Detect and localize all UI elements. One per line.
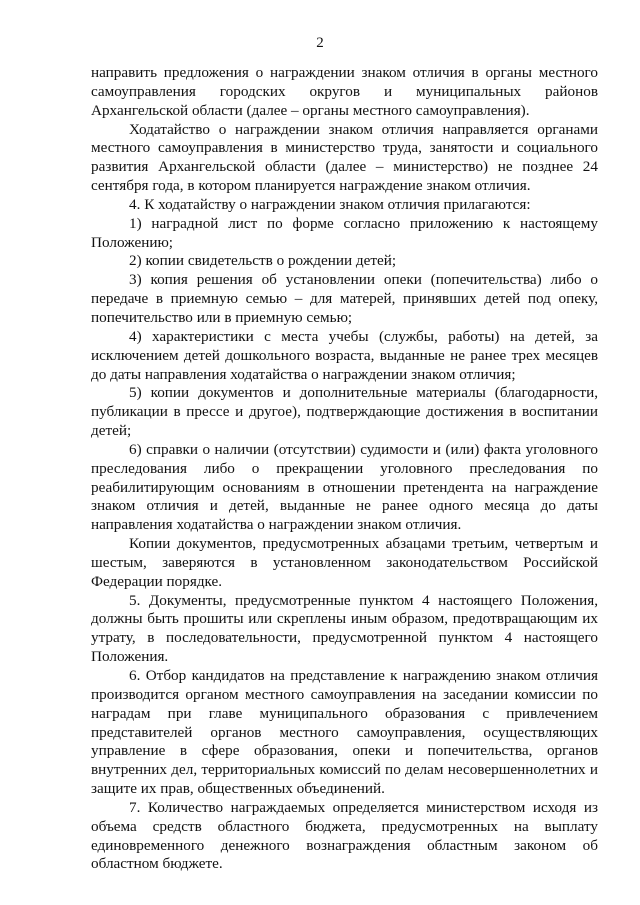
paragraph-3: 1) наградной лист по форме согласно приложению к настоящему Положению;: [91, 214, 598, 251]
paragraph-4: 2) копии свидетельств о рождении детей;: [129, 252, 397, 270]
paragraph-6: 4) характеристики с места учебы (службы, работы) на детей, за исключением детей дошкольного возраста, выданные не ранее трех месяцев до даты направления ходатайства о награждении знаком отличия;: [91, 327, 598, 383]
paragraph-9: Копии документов, предусмотренных абзацами третьим, четвертым и шестым, заверяются в установленном законодательством Российской Федерации порядке.: [91, 535, 598, 590]
paragraph-7: 5) копии документов и дополнительные материалы (благодарности, публикации в прессе и другое), подтверждающие достижения в воспитании детей;: [91, 384, 598, 440]
paragraph-12: 7. Количество награждаемых определяется министерством исходя из объема средств областного бюджета, предусмотренных на выплату единовременного денежного вознаграждения областным законом об областном бюджете.: [91, 798, 598, 873]
paragraph-1: Ходатайство о награждении знаком отличия направляется органами местного самоуправления в министерство труда, занятости и социального развития Архангельской области (далее – министерство) не позднее 24 сентября года, в котором планируется награждение знаком отличия.: [91, 120, 598, 195]
page-number: 2: [316, 35, 324, 51]
paragraph-2: 4. К ходатайству о награждении знаком отличия прилагаются:: [129, 195, 531, 213]
paragraph-5: 3) копия решения об установлении опеки (попечительства) либо о передаче в приемную семью – для матерей, принявших детей под опеку, попечительство или в приемную семью;: [91, 271, 598, 326]
paragraph-11: 6. Отбор кандидатов на представление к награждению знаком отличия производится органом местного самоуправления на заседании комиссии по наградам при главе муниципального образования с привлечением представителей органов местного самоуправления, осуществляющих управление в сфере образования, опеки и попечительства, органов внутренних дел, территориальных комиссий по делам несовершеннолетних и защите их прав, общественных объединений.: [91, 667, 598, 798]
paragraph-0: направить предложения о награждении знаком отличия в органы местного самоуправления городских округов и муниципальных районов Архангельской области (далее – органы местного самоуправления).: [91, 64, 598, 119]
document-body: [91, 64, 598, 874]
paragraph-10: 5. Документы, предусмотренные пунктом 4 настоящего Положения, должны быть прошиты или скреплены иным образом, предотвращающим их утрату, в последовательности, предусмотренной пунктом 4 настоящего Положения.: [91, 591, 598, 666]
paragraph-8: 6) справки о наличии (отсутствии) судимости и (или) факта уголовного преследования либо о прекращении уголовного преследования по реабилитирующим основаниям в отношении претендента на награждение знаком отличия и детей, выданные не ранее одного месяца до даты направления ходатайства о награждении знаком отличия.: [91, 440, 598, 534]
